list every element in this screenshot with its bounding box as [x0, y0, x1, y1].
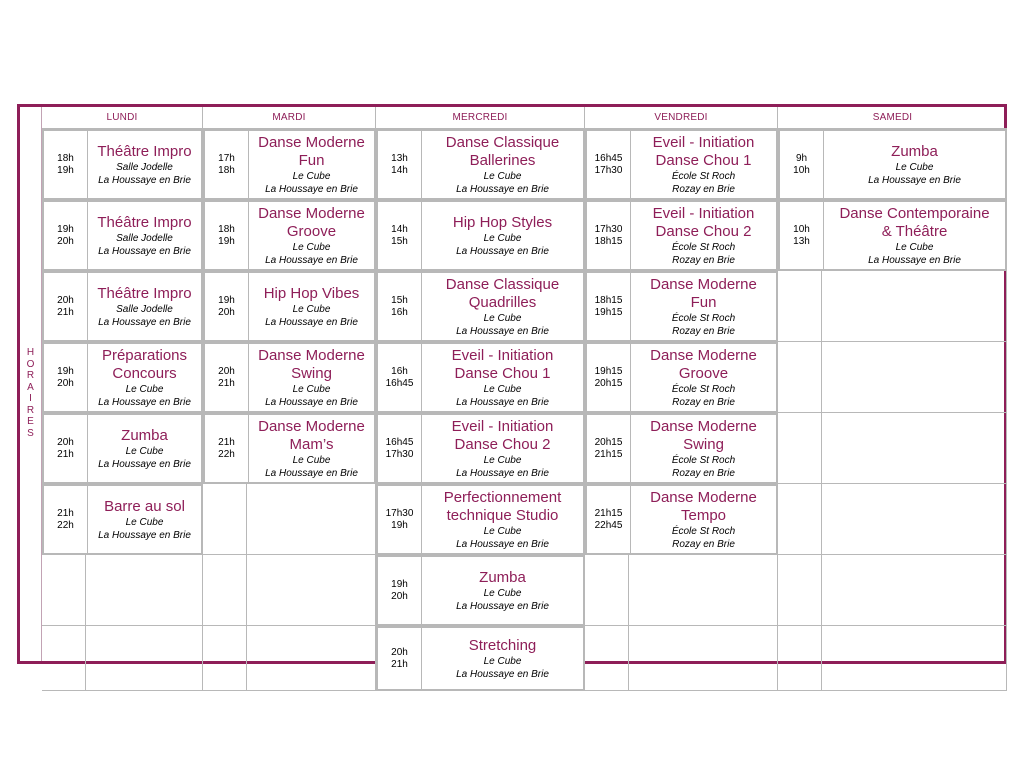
empty-time	[778, 271, 822, 341]
class-title: Théâtre Impro	[97, 284, 192, 302]
end-time: 16h	[391, 306, 408, 318]
class-title: Danse Chou 1	[454, 364, 551, 382]
empty-time	[585, 555, 629, 625]
start-time: 14h	[391, 223, 408, 235]
class-slot	[42, 271, 203, 342]
start-time: 16h45	[385, 436, 414, 448]
class-location: La Houssaye en Brie	[456, 245, 549, 257]
class-info	[88, 131, 201, 198]
start-time: 20h	[391, 646, 408, 658]
class-info	[631, 131, 776, 198]
class-title: Ballerines	[469, 151, 536, 169]
class-title: Concours	[112, 364, 177, 382]
class-location: Rozay en Brie	[672, 325, 735, 337]
empty-slot	[778, 342, 1007, 413]
class-info	[249, 344, 374, 411]
empty-info	[247, 626, 375, 690]
start-time: 15h	[391, 294, 408, 306]
class-slot	[778, 129, 1007, 200]
class-title: Danse Contemporaine	[839, 204, 990, 222]
class-slot	[585, 342, 778, 413]
horaires-letter: H	[26, 347, 35, 358]
class-location: La Houssaye en Brie	[265, 254, 358, 266]
end-time: 21h	[218, 377, 235, 389]
empty-slot	[778, 271, 1007, 342]
class-title: Mam’s	[289, 435, 334, 453]
class-location: Le Cube	[125, 383, 164, 395]
class-info	[422, 273, 583, 340]
end-time: 15h	[391, 235, 408, 247]
end-time: 16h45	[385, 377, 414, 389]
class-info	[631, 273, 776, 340]
class-info	[249, 273, 374, 340]
class-location: Le Cube	[292, 241, 331, 253]
class-title: Fun	[690, 293, 717, 311]
start-time: 20h	[218, 365, 235, 377]
empty-slot	[585, 555, 778, 626]
class-info	[422, 415, 583, 482]
class-location: Le Cube	[292, 383, 331, 395]
empty-time	[203, 555, 247, 625]
empty-slot	[203, 555, 376, 626]
slot-time	[205, 202, 249, 269]
empty-slot	[585, 626, 778, 691]
class-slot	[376, 129, 585, 200]
class-location: La Houssaye en Brie	[456, 396, 549, 408]
class-title: Danse Moderne	[258, 417, 365, 435]
empty-time	[42, 626, 86, 690]
end-time: 22h	[57, 519, 74, 531]
class-location: Rozay en Brie	[672, 183, 735, 195]
empty-slot	[778, 484, 1007, 555]
class-info	[422, 131, 583, 198]
empty-info	[86, 555, 202, 625]
class-location: La Houssaye en Brie	[98, 174, 191, 186]
horaires-letter: R	[26, 370, 35, 381]
horaires-letter: O	[26, 358, 35, 370]
empty-slot	[778, 626, 1007, 691]
class-slot	[42, 200, 203, 271]
start-time: 21h	[218, 436, 235, 448]
class-title: Groove	[286, 222, 337, 240]
class-location: La Houssaye en Brie	[265, 183, 358, 195]
class-title: Danse Moderne	[258, 346, 365, 364]
class-location: Le Cube	[292, 454, 331, 466]
slot-time	[378, 628, 422, 689]
class-title: Hip Hop Styles	[452, 213, 553, 231]
class-title: Stretching	[468, 636, 537, 654]
class-slot	[203, 200, 376, 271]
class-location: Le Cube	[483, 312, 522, 324]
class-info	[88, 415, 201, 482]
class-title: Théâtre Impro	[97, 142, 192, 160]
class-location: La Houssaye en Brie	[456, 668, 549, 680]
slot-time	[378, 202, 422, 269]
empty-info	[822, 342, 1006, 412]
start-time: 18h	[57, 152, 74, 164]
class-location: La Houssaye en Brie	[265, 316, 358, 328]
empty-info	[822, 626, 1006, 690]
slot-time	[587, 486, 631, 553]
slot-time	[587, 202, 631, 269]
class-slot	[42, 484, 203, 555]
class-location: Le Cube	[895, 241, 934, 253]
empty-time	[778, 342, 822, 412]
class-location: La Houssaye en Brie	[98, 458, 191, 470]
class-info	[631, 415, 776, 482]
class-location: La Houssaye en Brie	[265, 467, 358, 479]
class-info	[422, 486, 583, 553]
class-location: Salle Jodelle	[116, 161, 173, 173]
class-location: Rozay en Brie	[672, 396, 735, 408]
class-location: La Houssaye en Brie	[868, 174, 961, 186]
slot-time	[378, 486, 422, 553]
class-location: École St Roch	[671, 454, 736, 466]
class-location: École St Roch	[671, 525, 736, 537]
end-time: 19h	[218, 235, 235, 247]
class-info	[824, 202, 1005, 269]
class-location: La Houssaye en Brie	[98, 245, 191, 257]
start-time: 20h	[57, 436, 74, 448]
horaires-letter: R	[26, 404, 35, 416]
end-time: 21h	[391, 658, 408, 670]
horaires-label	[20, 347, 41, 439]
slot-time	[205, 344, 249, 411]
class-slot	[203, 413, 376, 484]
class-location: La Houssaye en Brie	[456, 538, 549, 550]
end-time: 19h15	[594, 306, 623, 318]
day-header-mercredi: MERCREDI	[376, 107, 585, 129]
class-title: Swing	[683, 435, 724, 453]
end-time: 22h	[218, 448, 235, 460]
slot-time	[44, 131, 88, 198]
class-location: Le Cube	[483, 383, 522, 395]
end-time: 10h	[793, 164, 810, 176]
horaires-letter: A	[27, 381, 34, 393]
class-location: Le Cube	[483, 232, 522, 244]
class-info	[824, 131, 1005, 198]
class-slot	[376, 626, 585, 691]
class-slot	[203, 342, 376, 413]
class-slot	[585, 484, 778, 555]
class-slot	[778, 200, 1007, 271]
class-slot	[585, 271, 778, 342]
slot-time	[205, 131, 249, 198]
horaires-letter: E	[27, 416, 34, 427]
start-time: 18h15	[594, 294, 623, 306]
slot-time	[378, 415, 422, 482]
class-title: Quadrilles	[468, 293, 537, 311]
class-info	[422, 344, 583, 411]
class-title: Zumba	[479, 568, 526, 586]
end-time: 18h	[218, 164, 235, 176]
slot-time	[587, 273, 631, 340]
end-time: 17h30	[594, 164, 623, 176]
day-header-lundi: LUNDI	[42, 107, 203, 129]
end-time: 20h15	[594, 377, 623, 389]
class-location: École St Roch	[671, 383, 736, 395]
class-location: Le Cube	[125, 516, 164, 528]
empty-info	[629, 626, 777, 690]
end-time: 21h15	[594, 448, 623, 460]
class-location: La Houssaye en Brie	[98, 529, 191, 541]
class-slot	[376, 413, 585, 484]
start-time: 19h	[391, 578, 408, 590]
class-info	[88, 344, 201, 411]
class-title: Eveil - Initiation	[652, 204, 755, 222]
slot-time	[378, 344, 422, 411]
class-title: Barre au sol	[104, 497, 185, 515]
slot-time	[44, 415, 88, 482]
empty-time	[203, 626, 247, 690]
class-location: La Houssaye en Brie	[265, 396, 358, 408]
start-time: 20h	[57, 294, 74, 306]
class-location: La Houssaye en Brie	[868, 254, 961, 266]
class-location: La Houssaye en Brie	[456, 467, 549, 479]
empty-info	[629, 555, 777, 625]
class-info	[249, 202, 374, 269]
start-time: 16h	[391, 365, 408, 377]
slot-time	[44, 486, 88, 553]
class-location: Le Cube	[292, 303, 331, 315]
start-time: 10h	[793, 223, 810, 235]
end-time: 20h	[57, 235, 74, 247]
class-title: Eveil - Initiation	[451, 346, 554, 364]
class-info	[249, 415, 374, 482]
class-info	[88, 202, 201, 269]
class-info	[422, 628, 583, 689]
empty-info	[86, 626, 202, 690]
end-time: 17h30	[385, 448, 414, 460]
class-title: Eveil - Initiation	[652, 133, 755, 151]
slot-time	[378, 273, 422, 340]
class-slot	[42, 413, 203, 484]
class-title: technique Studio	[446, 506, 559, 524]
class-title: Danse Moderne	[650, 488, 757, 506]
class-info	[422, 557, 583, 624]
empty-slot	[778, 555, 1007, 626]
class-info	[249, 131, 374, 198]
class-title: Théâtre Impro	[97, 213, 192, 231]
end-time: 21h	[57, 448, 74, 460]
slot-time	[378, 131, 422, 198]
class-location: Le Cube	[483, 170, 522, 182]
start-time: 21h15	[594, 507, 623, 519]
end-time: 20h	[218, 306, 235, 318]
schedule-table	[17, 104, 1007, 680]
start-time: 19h	[57, 223, 74, 235]
class-title: Zumba	[891, 142, 938, 160]
day-header-mardi: MARDI	[203, 107, 376, 129]
class-title: Danse Moderne	[650, 275, 757, 293]
class-title: Danse Chou 2	[454, 435, 551, 453]
class-location: Le Cube	[292, 170, 331, 182]
class-location: Rozay en Brie	[672, 254, 735, 266]
empty-slot	[42, 555, 203, 626]
class-info	[631, 202, 776, 269]
end-time: 21h	[57, 306, 74, 318]
class-title: & Théâtre	[881, 222, 948, 240]
start-time: 21h	[57, 507, 74, 519]
empty-slot	[203, 484, 376, 555]
class-slot	[585, 129, 778, 200]
class-location: Rozay en Brie	[672, 467, 735, 479]
class-title: Perfectionnement	[443, 488, 562, 506]
day-header-vendredi: VENDREDI	[585, 107, 778, 129]
horaires-letter: S	[27, 427, 34, 439]
class-title: Danse Moderne	[650, 346, 757, 364]
class-location: Le Cube	[125, 445, 164, 457]
class-location: Le Cube	[483, 525, 522, 537]
class-title: Danse Chou 1	[655, 151, 752, 169]
class-slot	[376, 342, 585, 413]
class-location: École St Roch	[671, 312, 736, 324]
slot-time	[780, 202, 824, 269]
class-title: Tempo	[680, 506, 727, 524]
class-location: La Houssaye en Brie	[98, 316, 191, 328]
class-slot	[376, 555, 585, 626]
class-title: Groove	[678, 364, 729, 382]
start-time: 9h	[795, 152, 808, 164]
class-location: La Houssaye en Brie	[456, 325, 549, 337]
empty-info	[247, 555, 375, 625]
end-time: 19h	[391, 519, 408, 531]
start-time: 19h	[218, 294, 235, 306]
empty-slot	[42, 626, 203, 691]
slot-time	[587, 344, 631, 411]
empty-info	[822, 484, 1006, 554]
start-time: 19h	[57, 365, 74, 377]
slot-time	[587, 415, 631, 482]
class-location: Salle Jodelle	[116, 232, 173, 244]
class-title: Danse Moderne	[258, 204, 365, 222]
class-slot	[42, 342, 203, 413]
empty-info	[822, 413, 1006, 483]
class-location: Le Cube	[483, 655, 522, 667]
slot-time	[44, 344, 88, 411]
class-location: La Houssaye en Brie	[98, 396, 191, 408]
class-title: Swing	[291, 364, 332, 382]
class-info	[631, 344, 776, 411]
empty-time	[778, 626, 822, 690]
empty-time	[778, 413, 822, 483]
class-location: École St Roch	[671, 170, 736, 182]
slot-time	[44, 202, 88, 269]
horaires-letter: I	[29, 393, 32, 404]
class-title: Danse Moderne	[650, 417, 757, 435]
empty-info	[822, 555, 1006, 625]
slot-time	[44, 273, 88, 340]
class-title: Danse Moderne	[258, 133, 365, 151]
day-header-samedi: SAMEDI	[778, 107, 1007, 129]
class-title: Fun	[298, 151, 325, 169]
class-location: La Houssaye en Brie	[456, 600, 549, 612]
empty-time	[778, 484, 822, 554]
class-info	[422, 202, 583, 269]
end-time: 22h45	[594, 519, 623, 531]
class-slot	[585, 200, 778, 271]
empty-slot	[778, 413, 1007, 484]
empty-info	[247, 484, 375, 554]
end-time: 20h	[57, 377, 74, 389]
class-title: Eveil - Initiation	[451, 417, 554, 435]
empty-time	[778, 555, 822, 625]
class-title: Danse Classique	[445, 133, 560, 151]
class-location: Rozay en Brie	[672, 538, 735, 550]
start-time: 17h	[218, 152, 235, 164]
slot-time	[587, 131, 631, 198]
class-slot	[585, 413, 778, 484]
class-info	[88, 273, 201, 340]
class-info	[88, 486, 201, 553]
class-title: Hip Hop Vibes	[263, 284, 360, 302]
class-location: La Houssaye en Brie	[456, 183, 549, 195]
class-location: Le Cube	[483, 454, 522, 466]
class-location: École St Roch	[671, 241, 736, 253]
class-slot	[203, 271, 376, 342]
class-location: Salle Jodelle	[116, 303, 173, 315]
class-location: Le Cube	[895, 161, 934, 173]
start-time: 13h	[391, 152, 408, 164]
start-time: 17h30	[385, 507, 414, 519]
class-title: Danse Classique	[445, 275, 560, 293]
day-header-row	[42, 107, 1007, 129]
class-title: Danse Chou 2	[655, 222, 752, 240]
slot-time	[378, 557, 422, 624]
class-slot	[42, 129, 203, 200]
empty-time	[42, 555, 86, 625]
start-time: 16h45	[594, 152, 623, 164]
end-time: 13h	[793, 235, 810, 247]
start-time: 20h15	[594, 436, 623, 448]
end-time: 14h	[391, 164, 408, 176]
empty-time	[585, 626, 629, 690]
class-slot	[376, 271, 585, 342]
empty-time	[203, 484, 247, 554]
class-slot	[376, 484, 585, 555]
slot-time	[205, 273, 249, 340]
class-info	[631, 486, 776, 553]
start-time: 18h	[218, 223, 235, 235]
slot-time	[205, 415, 249, 482]
class-location: Le Cube	[483, 587, 522, 599]
class-title: Zumba	[121, 426, 168, 444]
slot-time	[780, 131, 824, 198]
empty-slot	[203, 626, 376, 691]
end-time: 20h	[391, 590, 408, 602]
end-time: 18h15	[594, 235, 623, 247]
start-time: 19h15	[594, 365, 623, 377]
class-title: Préparations	[101, 346, 188, 364]
class-slot	[203, 129, 376, 200]
class-slot	[376, 200, 585, 271]
start-time: 17h30	[594, 223, 623, 235]
end-time: 19h	[57, 164, 74, 176]
empty-info	[822, 271, 1006, 341]
